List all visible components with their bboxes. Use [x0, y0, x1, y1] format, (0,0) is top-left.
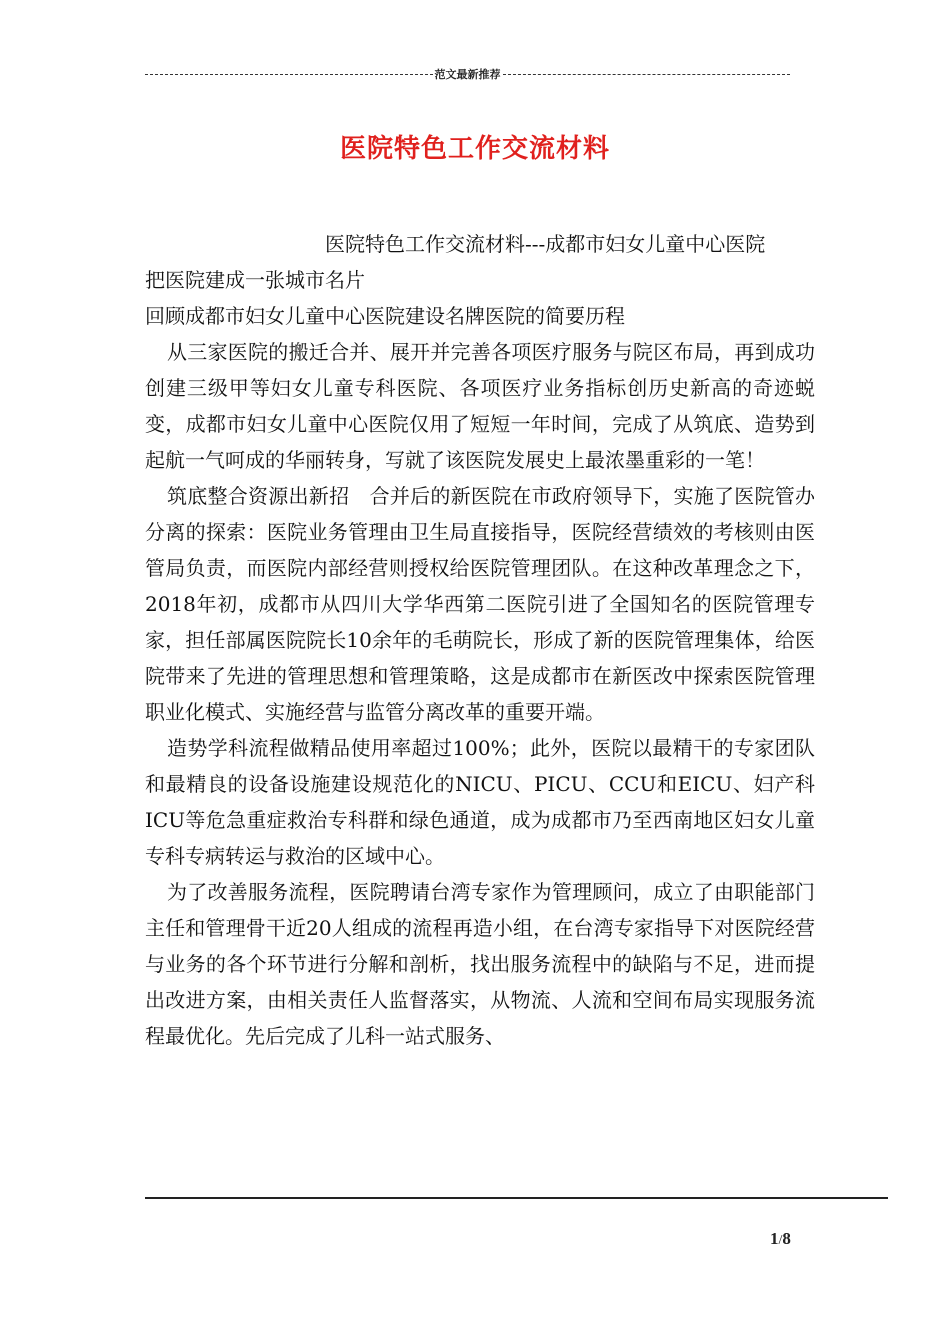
page-current: 1	[770, 1229, 779, 1248]
paragraph: 筑底整合资源出新招 合并后的新医院在市政府领导下，实施了医院管办分离的探索：医院业务管理由卫生局直接指导，医院经营绩效的考核则由医管局负责，而医院内部经营则授权给医院管理团队。在这种改革理念之下，2018年初，成都市从四川大学华西第二医院引进了全国知名的医院管理专家，担任部属医院院长10余年的毛萌院长，形成了新的医院管理集体，给医院带来了先进的管理思想和管理策略，这是成都市在新医改中探索医院管理职业化模式、实施经营与监管分离改革的重要开端。	[145, 484, 815, 724]
page-number	[770, 1229, 791, 1249]
paragraph: 为了改善服务流程，医院聘请台湾专家作为管理顾问，成立了由职能部门主任和管理骨干近20人组成的流程再造小组，在台湾专家指导下对医院经营与业务的各个环节进行分解和剖析，找出服务流程中的缺陷与不足，进而提出改进方案，由相关责任人监督落实，从物流、人流和空间布局实现服务流程最优化。先后完成了儿科一站式服务、	[145, 880, 815, 1048]
header-dash-right	[503, 74, 791, 75]
section-heading: 把医院建成一张城市名片	[145, 268, 365, 292]
document-subtitle: 医院特色工作交流材料---成都市妇女儿童中心医院	[325, 232, 766, 256]
header-dash-left	[145, 74, 433, 75]
document-body	[145, 226, 815, 1054]
paragraph: 造势学科流程做精品使用率超过100%；此外，医院以最精干的专家团队和最精良的设备设施建设规范化的NICU、PICU、CCU和EICU、妇产科ICU等危急重症救治专科群和绿色通道，成为成都市乃至西南地区妇女儿童专科专病转运与救治的区域中心。	[145, 736, 815, 868]
footer-rule	[145, 1197, 888, 1199]
section-heading: 回顾成都市妇女儿童中心医院建设名牌医院的简要历程	[145, 304, 625, 328]
paragraph: 从三家医院的搬迁合并、展开并完善各项医疗服务与院区布局，再到成功创建三级甲等妇女儿童专科医院、各项医疗业务指标创历史新高的奇迹蜕变，成都市妇女儿童中心医院仅用了短短一年时间，完成了从筑底、造势到起航一气呵成的华丽转身，写就了该医院发展史上最浓墨重彩的一笔！	[145, 340, 815, 472]
page-separator: /	[778, 1233, 783, 1248]
header-rule	[145, 66, 790, 82]
document-title: 医院特色工作交流材料	[339, 134, 610, 164]
header-label: 范文最新推荐	[434, 68, 501, 81]
page-total: 8	[782, 1229, 791, 1248]
